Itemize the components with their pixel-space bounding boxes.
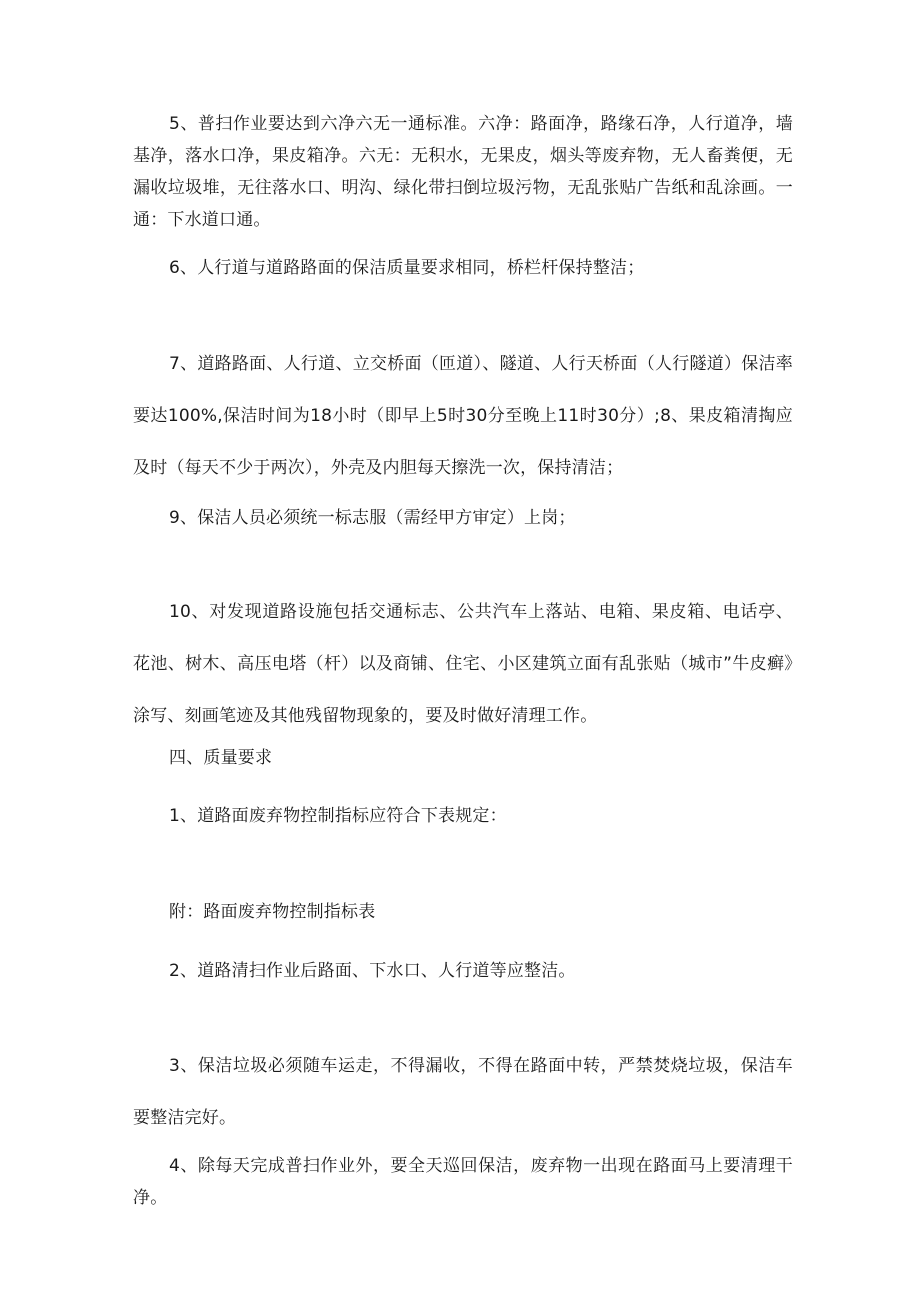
paragraph-item-10: 10、对发现道路设施包括交通标志、公共汽车上落站、电箱、果皮箱、电话亭、花池、树木、高压电塔（杆）以及商铺、住宅、小区建筑立面有乱张贴（城市”牛皮癣》涂写、刻画笔迹及其他残留物现象的，要及时做好清理工作。 xyxy=(133,602,793,726)
paragraph-item-5: 5、普扫作业要达到六净六无一通标准。六净：路面净，路缘石净，人行道净，墙基净，落水口净，果皮箱净。六无：无积水，无果皮，烟头等废弃物，无人畜粪便，无漏收垃圾堆，无往落水口、明沟、绿化带扫倒垃圾污物，无乱张贴广告纸和乱涂画。一通：下水道口通。 xyxy=(133,114,793,230)
paragraph-item-6: 6、人行道与道路路面的保洁质量要求相同，桥栏杆保持整洁； xyxy=(169,258,645,278)
paragraph-quality-1: 1、道路面废弃物控制指标应符合下表规定： xyxy=(169,806,507,826)
paragraph-item-9: 9、保洁人员必须统一标志服（需经甲方审定）上岗； xyxy=(169,508,576,528)
paragraph-quality-3: 3、保洁垃圾必须随车运走，不得漏收，不得在路面中转，严禁焚烧垃圾，保洁车要整洁完好。 xyxy=(133,1056,793,1128)
paragraph-quality-2: 2、道路清扫作业后路面、下水口、人行道等应整洁。 xyxy=(169,961,576,981)
paragraph-item-7-8: 7、道路路面、人行道、立交桥面（匝道）、隧道、人行天桥面（人行隧道）保洁率要达100%,保洁时间为18小时（即早上5时30分至晚上11时30分）;8、果皮箱清掏应及时（每天不少于两次），外壳及内胆每天擦洗一次，保持清洁； xyxy=(133,354,793,478)
table-caption: 附：路面废弃物控制指标表 xyxy=(169,902,376,922)
section-heading-quality: 四、质量要求 xyxy=(169,748,273,768)
paragraph-quality-4: 4、除每天完成普扫作业外，要全天巡回保洁，废弃物一出现在路面马上要清理干净。 xyxy=(133,1156,793,1208)
